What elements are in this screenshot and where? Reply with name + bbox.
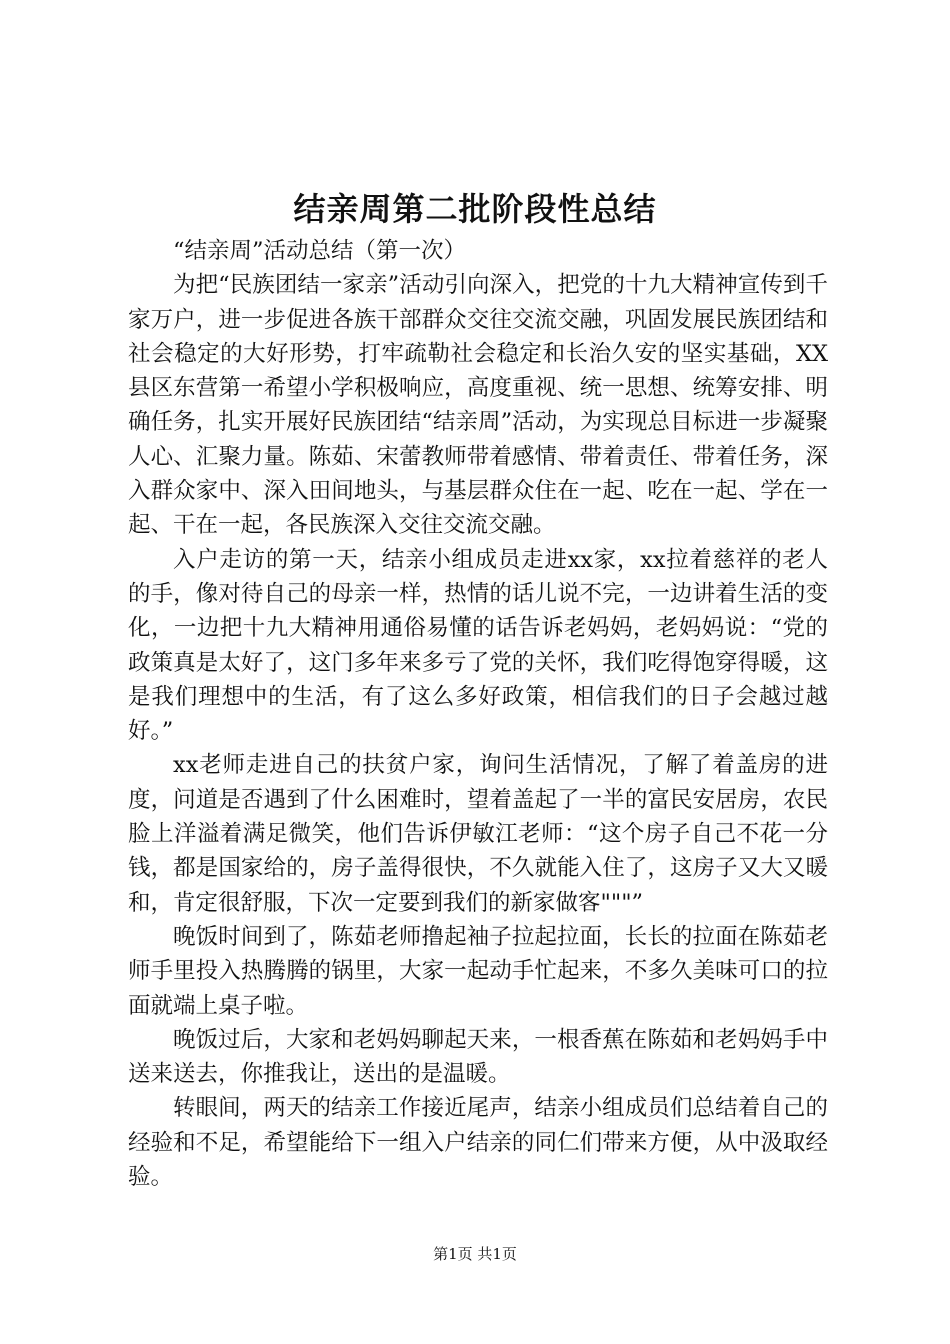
paragraph: 晚饭时间到了，陈茹老师撸起袖子拉起拉面，长长的拉面在陈茹老师手里投入热腾腾的锅里，大家一起动手忙起来，不多久美味可口的拉面就端上桌子啦。 — [128, 923, 828, 1019]
page-footer: 第1页 共1页 — [433, 1245, 517, 1263]
paragraph: 入户走访的第一天，结亲小组成员走进xx家，xx拉着慈祥的老人的手，像对待自己的母亲一样，热情的话儿说不完，一边讲着生活的变化，一边把十九大精神用通俗易懂的话告诉老妈妈，老妈妈说：“党的政策真是太好了，这门多年来多亏了党的关怀，我们吃得饱穿得暖，这是我们理想中的生活，有了这么多好政策，相信我们的日子会越过越好。” — [128, 546, 828, 745]
paragraph: 为把“民族团结一家亲”活动引向深入，把党的十九大精神宣传到千家万户，进一步促进各族干部群众交往交流交融，巩固发展民族团结和社会稳定的大好形势，打牢疏勒社会稳定和长治久安的坚实基础，XX县区东营第一希望小学积极响应，高度重视、统一思想、统筹安排、明确任务，扎实开展好民族团结“结亲周”活动，为实现总目标进一步凝聚人心、汇聚力量。陈茹、宋蕾教师带着感情、带着责任、带着任务，深入群众家中、深入田间地头，与基层群众住在一起、吃在一起、学在一起、干在一起，各民族深入交往交流交融。 — [128, 272, 828, 539]
paragraph-subtitle: “结亲周”活动总结（第一次） — [173, 238, 467, 264]
paragraph: 转眼间，两天的结亲工作接近尾声，结亲小组成员们总结着自己的经验和不足，希望能给下一组入户结亲的同仁们带来方便，从中汲取经验。 — [128, 1095, 828, 1191]
paragraph: xx老师走进自己的扶贫户家，询问生活情况，了解了着盖房的进度，问道是否遇到了什么困难时，望着盖起了一半的富民安居房，农民脸上洋溢着满足微笑，他们告诉伊敏江老师：“这个房子自己不花一分钱，都是国家给的，房子盖得很快，不久就能入住了，这房子又大又暖和，肯定很舒服，下次一定要到我们的新家做客"""” — [128, 752, 828, 916]
paragraph: 晚饭过后，大家和老妈妈聊起天来，一根香蕉在陈茹和老妈妈手中送来送去，你推我让，送出的是温暖。 — [128, 1026, 828, 1088]
document-title: 结亲周第二批阶段性总结 — [293, 190, 657, 228]
document-body — [128, 234, 828, 1194]
